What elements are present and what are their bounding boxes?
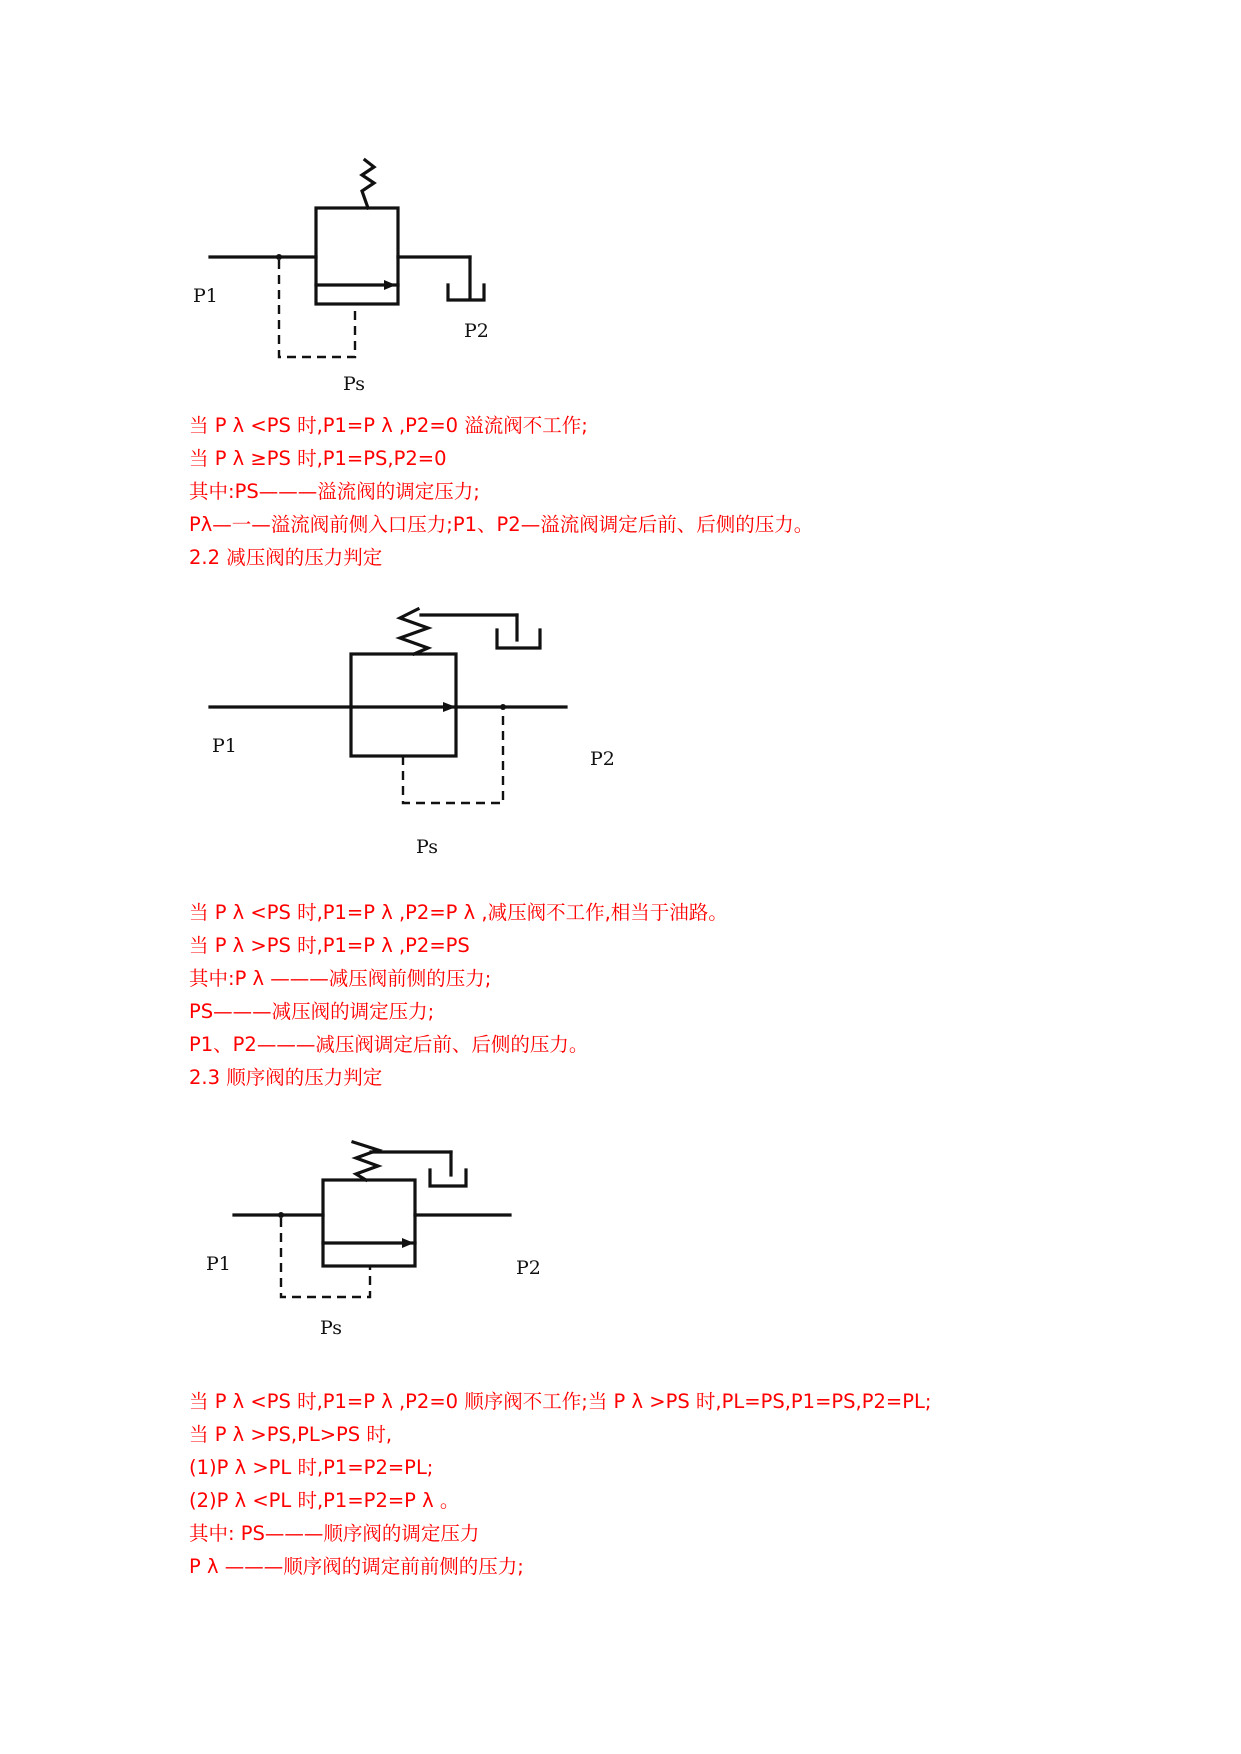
sequence-case-2: (2)P λ <PL 时,P1=P2=P λ 。 [189,1489,460,1512]
relief-valve-diagram [170,150,500,410]
relief-ps-label: Ps [343,373,366,395]
sequence-definition-p: P λ ———顺序阀的调定前前侧的压力; [189,1555,524,1578]
sequence-valve-diagram [200,1128,560,1358]
reducing-definition-ps: PS———减压阀的调定压力; [189,1000,435,1023]
relief-condition-1: 当 P λ <PS 时,P1=P λ ,P2=0 溢流阀不工作; [189,414,588,437]
reducing-condition-2: 当 P λ >PS 时,P1=P λ ,P2=PS [189,934,470,957]
sequence-p1-label: P1 [206,1253,231,1275]
reducing-valve-diagram [200,585,615,875]
reducing-definition-p: 其中:P λ ———减压阀前侧的压力; [189,967,492,990]
section-heading-2-2: 2.2 减压阀的压力判定 [189,546,383,569]
sequence-p2-label: P2 [516,1257,541,1279]
sequence-condition-1: 当 P λ <PS 时,P1=P λ ,P2=0 顺序阀不工作;当 P λ >PS 时,PL=PS,P1=PS,P2=PL; [189,1390,932,1413]
reducing-definition-p1p2: P1、P2———减压阀调定后前、后侧的压力。 [189,1033,589,1056]
relief-p2-label: P2 [464,320,489,342]
reducing-p2-label: P2 [590,748,615,770]
relief-definition-p: Pλ—一—溢流阀前侧入口压力;P1、P2—溢流阀调定后前、后侧的压力。 [189,513,814,536]
reducing-condition-1: 当 P λ <PS 时,P1=P λ ,P2=P λ ,减压阀不工作,相当于油路。 [189,901,728,924]
relief-condition-2: 当 P λ ≥PS 时,P1=PS,P2=0 [189,447,447,470]
relief-p1-label: P1 [193,285,218,307]
sequence-condition-2: 当 P λ >PS,PL>PS 时, [189,1423,393,1446]
reducing-p1-label: P1 [212,735,237,757]
sequence-case-1: (1)P λ >PL 时,P1=P2=PL; [189,1456,434,1479]
section-heading-2-3: 2.3 顺序阀的压力判定 [189,1066,383,1089]
reducing-ps-label: Ps [416,836,439,858]
sequence-definition-ps: 其中: PS———顺序阀的调定压力 [189,1522,480,1545]
sequence-ps-label: Ps [320,1317,343,1339]
relief-definition-ps: 其中:PS———溢流阀的调定压力; [189,480,480,503]
